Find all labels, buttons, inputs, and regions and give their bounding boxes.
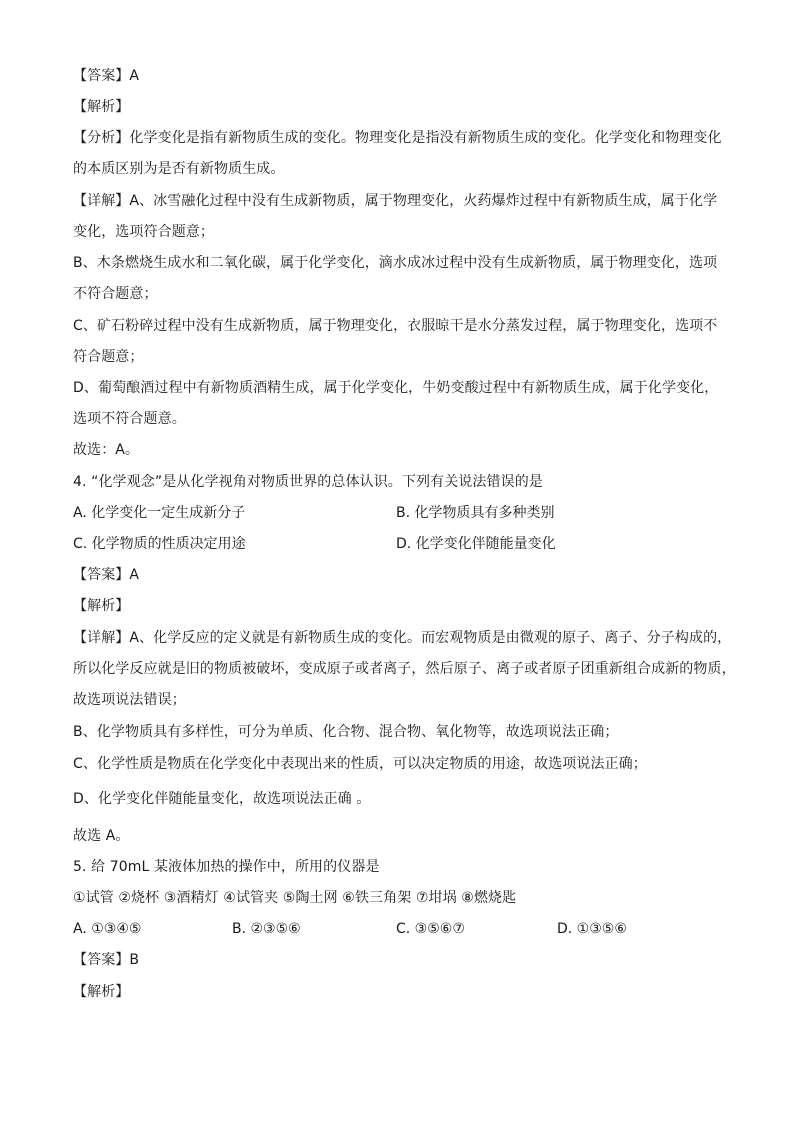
option-c: C. 化学物质的性质决定用途 (73, 536, 246, 552)
analysis-heading: 【解析】 (73, 598, 130, 614)
detail-text: D、葡萄酿酒过程中有新物质酒精生成，属于化学变化，牛奶变酸过程中有新物质生成，属于化学变化， (73, 380, 719, 396)
conclusion-text: 故选 A。 (73, 828, 130, 844)
detail-text: 所以化学反应就是旧的物质被破坏，变成原子或者离子，然后原子、离子或者原子团重新组合成新的物质， (73, 661, 736, 677)
conclusion-text: 故选：A。 (73, 442, 140, 458)
detail-text: 不符合题意； (73, 286, 158, 302)
option-b: B. ②③⑤⑥ (232, 921, 301, 937)
detail-text: 符合题意； (73, 349, 144, 365)
detail-text: D、化学变化伴随能量变化，故选项说法正确 。 (73, 791, 371, 807)
detail-text: B、木条燃烧生成水和二氧化碳，属于化学变化，滴水成冰过程中没有生成新物质，属于物理变化，选项 (73, 255, 718, 271)
analysis-text: 【分析】化学变化是指有新物质生成的变化。物理变化是指没有新物质生成的变化。化学变化和物理变化 (73, 130, 722, 146)
option-d: D. ①③⑤⑥ (557, 921, 627, 937)
option-d: D. 化学变化伴随能量变化 (396, 536, 556, 552)
option-b: B. 化学物质具有多种类别 (396, 505, 555, 521)
option-a: A. ①③④⑤ (73, 921, 142, 937)
question-stem: 5. 给 70mL 某液体加热的操作中，所用的仪器是 (73, 859, 380, 875)
detail-text: 故选项说法错误； (73, 692, 186, 708)
analysis-heading: 【解析】 (73, 984, 130, 1000)
option-a: A. 化学变化一定生成新分子 (73, 505, 246, 521)
answer-label: 【答案】A (73, 68, 140, 84)
analysis-text: 的本质区别为是否有新物质生成。 (73, 161, 285, 177)
detail-text: 【详解】A、冰雪融化过程中没有生成新物质，属于物理变化，火药爆炸过程中有新物质生成，属于化学 (73, 193, 718, 209)
answer-label: 【答案】A (73, 567, 140, 583)
detail-text: C、化学性质是物质在化学变化中表现出来的性质，可以决定物质的用途，故选项说法正确； (73, 756, 647, 772)
question-stem: 4. “化学观念”是从化学视角对物质世界的总体认识。下列有关说法错误的是 (73, 474, 543, 490)
option-c: C. ③⑤⑥⑦ (396, 921, 465, 937)
instrument-list: ①试管 ②烧杯 ③酒精灯 ④试管夹 ⑤陶土网 ⑥铁三角架 ⑦坩埚 ⑧燃烧匙 (73, 890, 517, 906)
answer-label: 【答案】B (73, 952, 140, 968)
detail-text: 选项不符合题意。 (73, 411, 186, 427)
analysis-heading: 【解析】 (73, 99, 130, 115)
detail-text: 【详解】A、化学反应的定义就是有新物质生成的变化。而宏观物质是由微观的原子、离子、分子构成的， (73, 630, 732, 646)
detail-text: B、化学物质具有多样性，可分为单质、化合物、混合物、氧化物等，故选项说法正确； (73, 724, 619, 740)
detail-text: C、矿石粉碎过程中没有生成新物质，属于物理变化，衣服晾干是水分蒸发过程，属于物理变化，选项不 (73, 318, 718, 334)
detail-text: 变化，选项符合题意； (73, 224, 214, 240)
